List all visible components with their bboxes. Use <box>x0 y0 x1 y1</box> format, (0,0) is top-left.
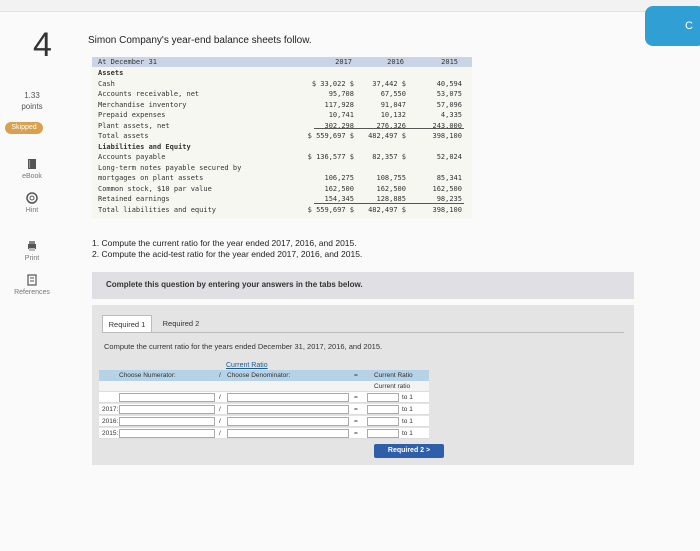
row-year: 2016: <box>102 418 119 425</box>
table-row <box>99 381 429 392</box>
row-slash: / <box>219 406 221 413</box>
row-eq: = <box>354 418 358 425</box>
col-eq: = <box>354 372 358 379</box>
bs-row-value: 398,100 <box>432 132 462 140</box>
question-2: 2. Compute the acid-test ratio for the year ended 2017, 2016, and 2015. <box>92 249 363 259</box>
bs-row-value: 53,075 <box>436 90 462 98</box>
bs-row-value: 82,357 $ <box>372 153 406 161</box>
row-suffix: to 1 <box>402 430 413 437</box>
top-right-button[interactable] <box>645 6 700 46</box>
denominator-select[interactable] <box>227 405 349 414</box>
balance-sheet <box>92 57 472 219</box>
status-badge: Skipped <box>5 122 43 134</box>
bs-row-label: Assets <box>98 69 124 77</box>
references-link[interactable] <box>10 274 54 296</box>
row-eq: = <box>354 430 358 437</box>
bs-row-label: Total liabilities and equity <box>98 205 217 214</box>
bs-row-label: Prepaid expenses <box>98 111 166 119</box>
bs-row-value: 162,500 <box>432 184 462 193</box>
bs-row-value: $ 136,577 $ <box>307 153 354 161</box>
table-row <box>99 416 429 427</box>
hint-link[interactable] <box>10 192 54 214</box>
bs-row-value: 85,341 <box>436 174 462 182</box>
bs-row-value: 10,741 <box>328 111 354 119</box>
bs-row-value: 67,550 <box>380 90 406 98</box>
bs-row-value: 108,755 <box>376 174 406 182</box>
numerator-select[interactable] <box>119 405 215 414</box>
bs-row-value: 162,500 <box>376 184 406 193</box>
bs-row-label: Retained earnings <box>98 195 170 203</box>
row-eq: = <box>354 394 358 401</box>
bs-row-label: Accounts payable <box>98 153 166 161</box>
row-eq: = <box>354 406 358 413</box>
numerator-select[interactable] <box>119 417 215 426</box>
ebook-label: eBook <box>22 173 42 180</box>
tab-required-1[interactable]: Required 1 <box>102 315 152 332</box>
row-suffix: to 1 <box>402 406 413 413</box>
bs-row-value: 91,047 <box>380 100 406 109</box>
bs-row-value: 4,335 <box>440 111 462 119</box>
current-ratio-table <box>99 360 429 446</box>
col-numerator: Choose Numerator: <box>119 372 176 379</box>
bs-row-value: 37,442 $ <box>372 79 406 88</box>
subheader-result: Current ratio <box>374 383 411 390</box>
col-slash: / <box>219 372 221 379</box>
numerator-select[interactable] <box>119 393 215 402</box>
bs-row-value: 243,000 <box>432 121 462 130</box>
bs-year-2016: 2016 <box>387 58 404 66</box>
bs-row-label: Liabilities and Equity <box>98 142 191 151</box>
ratio-table-caption: Current Ratio <box>226 362 268 369</box>
top-bar <box>0 0 700 12</box>
row-suffix: to 1 <box>402 394 413 401</box>
bs-row-value: 117,928 <box>324 100 354 109</box>
hint-label: Hint <box>25 207 39 214</box>
question-prompt: Simon Company's year-end balance sheets follow. <box>88 35 312 46</box>
book-icon <box>26 158 38 170</box>
ratio-input[interactable] <box>367 417 399 426</box>
bs-row-label: Common stock, $10 par value <box>98 184 212 193</box>
instruction-bar <box>92 272 634 299</box>
bs-header-label: At December 31 <box>98 58 158 66</box>
points-label: 1.33 points <box>21 91 43 111</box>
lifebuoy-icon <box>26 192 38 204</box>
ebook-link[interactable] <box>10 158 54 180</box>
bs-row-value: 95,708 <box>328 90 354 98</box>
numerator-select[interactable] <box>119 429 215 438</box>
print-link[interactable] <box>10 240 54 262</box>
ratio-input[interactable] <box>367 405 399 414</box>
bs-row-value: 154,345 <box>324 195 354 203</box>
row-slash: / <box>219 418 221 425</box>
instruction-text: Complete this question by entering your answers in the tabs below. <box>106 280 363 289</box>
table-row <box>99 428 429 439</box>
bs-row-label: Cash <box>98 79 115 88</box>
row-suffix: to 1 <box>402 418 413 425</box>
bs-year-2017: 2017 <box>335 58 352 66</box>
bs-row-value: 128,885 <box>376 195 406 203</box>
bs-row-value: $ 33,022 $ <box>311 79 354 88</box>
question-list <box>92 238 362 260</box>
row-slash: / <box>219 430 221 437</box>
tab-divider <box>102 332 624 333</box>
bs-row-value: 106,275 <box>324 174 354 182</box>
print-label: Print <box>24 255 40 262</box>
bs-row-value: 10,132 <box>380 111 406 119</box>
next-required-2-button[interactable]: Required 2 > <box>374 444 444 458</box>
total-assets-rule <box>314 128 464 129</box>
bs-row-value: 302,298 <box>324 121 354 130</box>
col-denominator: Choose Denominator: <box>227 372 291 379</box>
compute-instruction: Compute the current ratio for the years ended December 31, 2017, 2016, and 2015. <box>104 342 383 351</box>
table-row <box>99 404 429 415</box>
bs-row-value: $ 559,697 $ <box>307 205 354 214</box>
bs-row-label: Long-term notes payable secured by <box>98 163 242 172</box>
bs-row-value: 482,497 $ <box>368 205 406 214</box>
denominator-select[interactable] <box>227 393 349 402</box>
document-icon <box>26 274 38 286</box>
table-row <box>99 392 429 403</box>
bs-row-value: 398,100 <box>432 205 462 214</box>
bs-row-value: 40,594 <box>436 79 462 88</box>
ratio-input[interactable] <box>367 393 399 402</box>
ratio-table-header <box>99 370 429 381</box>
bs-row-value: 98,235 <box>436 195 462 203</box>
bs-year-2015: 2015 <box>441 58 458 66</box>
question-number: 4 <box>33 26 52 64</box>
row-year: 2015: <box>102 430 119 437</box>
answer-panel <box>92 305 634 465</box>
total-liab-rule <box>314 203 464 204</box>
bs-row-label: Accounts receivable, net <box>98 90 200 98</box>
ratio-input[interactable] <box>367 429 399 438</box>
row-slash: / <box>219 394 221 401</box>
question-1: 1. Compute the current ratio for the year ended 2017, 2016, and 2015. <box>92 238 357 248</box>
row-year: 2017: <box>102 406 119 413</box>
bs-row-value: 482,497 $ <box>368 132 406 140</box>
bs-row-label: Merchandise inventory <box>98 100 187 109</box>
bs-row-value: 162,500 <box>324 184 354 193</box>
bs-row-value: 276,326 <box>376 121 406 130</box>
bs-row-label: Total assets <box>98 132 149 140</box>
bs-row-label: Plant assets, net <box>98 121 170 130</box>
bs-row-value: 52,024 <box>436 153 462 161</box>
col-result: Current Ratio <box>374 372 413 379</box>
printer-icon <box>26 240 38 252</box>
bs-row-label: mortgages on plant assets <box>98 174 204 182</box>
denominator-select[interactable] <box>227 429 349 438</box>
tab-required-2[interactable]: Required 2 <box>162 319 200 328</box>
bs-row-value: 57,096 <box>436 100 462 109</box>
references-label: References <box>14 289 50 296</box>
top-right-label: C <box>685 20 693 32</box>
bs-row-value: $ 559,697 $ <box>307 132 354 140</box>
denominator-select[interactable] <box>227 417 349 426</box>
